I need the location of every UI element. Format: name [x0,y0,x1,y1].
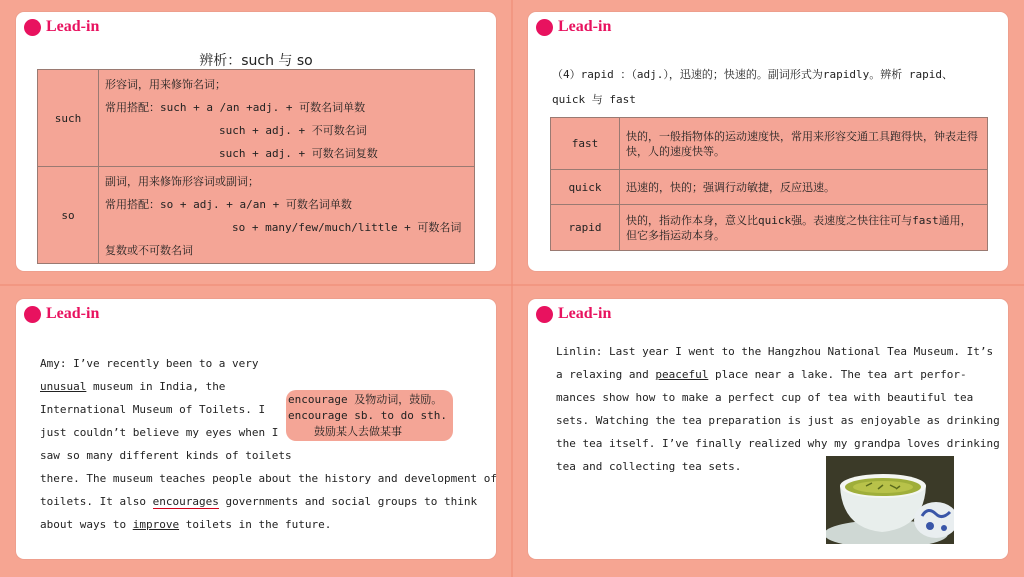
bullet-dot-icon [536,19,553,36]
tea-cup-icon [826,456,954,544]
slide-title: 辨析：such 与 so [199,53,313,69]
row-key: fast [551,118,620,170]
row-value: 快的，指动作本身，意义比quick强。表速度之快往往可与fast通用，但它多指运动本身。 [620,205,988,251]
table-row [38,167,475,264]
text-fragment: a relaxing and [556,368,656,381]
text-line: Amy: I’ve recently been to a very [40,357,259,370]
lead-in-header [24,18,99,36]
lead-in-label: Lead-in [46,305,100,322]
text-line [556,368,967,381]
text-line: quick 与 fast [552,93,636,106]
encourage-note-bubble [286,390,453,441]
text-fragment: toilets. It also [40,495,153,508]
text-line: just couldn’t believe my eyes when I [40,426,279,439]
text-fragment: place near a lake. The tea art perfor- [708,368,967,381]
lead-in-label: Lead-in [46,18,100,35]
text-line: encourage sb. to do sth. [288,409,447,422]
fast-quick-rapid-table [550,117,988,251]
text-line: such + adj. + 可数名词复数 [219,147,378,160]
row-value: 快的，一般指物体的运动速度快，常用来形容交通工具跑得快，钟表走得快，人的速度快等。 [620,118,988,170]
such-so-table [37,69,475,264]
text-fragment: museum in India, the [86,380,226,393]
bullet-dot-icon [24,19,41,36]
bullet-dot-icon [536,306,553,323]
row-value [99,70,475,167]
vocab-word: encourages [152,495,219,508]
text-line: sets. Watching the tea preparation is just as enjoyable as drinking [556,414,1000,427]
text-line [40,380,225,393]
row-key: rapid [551,205,620,251]
vertical-divider [511,0,513,577]
text-fragment: governments and social groups to think [218,495,478,508]
lead-in-header [536,305,611,323]
vocab-word: peaceful [655,368,709,381]
vocab-word: unusual [40,380,87,393]
text-line: encourage 及物动词，鼓励。 [288,393,443,406]
lead-in-header [24,305,99,323]
rapid-paragraph [552,62,992,112]
table-row [551,205,988,251]
row-key: so [38,167,99,264]
text-line: 复数或不可数名词 [105,244,193,257]
text-line: 副词，用来修饰形容词或副词； [105,175,259,188]
horizontal-divider [0,284,1024,286]
text-line [40,518,331,531]
slide-toilet-museum[interactable] [16,299,496,559]
table-row [38,70,475,167]
row-value [99,167,475,264]
lead-in-label: Lead-in [558,18,612,35]
text-line: saw so many different kinds of toilets [40,449,292,462]
tea-cup-photo [826,456,954,544]
row-key: quick [551,170,620,205]
slide-such-so[interactable] [16,12,496,271]
text-line: 常用搭配：such + a /an +adj. + 可数名词单数 [105,101,366,114]
text-line [40,495,477,508]
bullet-dot-icon [24,306,41,323]
slide-tea-museum[interactable] [528,299,1008,559]
table-row [551,118,988,170]
text-line: （4）rapid ：（adj.），迅速的；快速的。副词形式为rapidly。辨析 rapid、 [552,68,953,81]
text-line: the tea itself. I’ve finally realized why my grandpa loves drinking [556,437,1000,450]
table-row [551,170,988,205]
text-line: such + adj. + 不可数名词 [219,124,367,137]
row-value: 迅速的，快的；强调行动敏捷，反应迅速。 [620,170,988,205]
text-line: 鼓励某人去做某事 [314,425,402,438]
lead-in-header [536,18,611,36]
text-line: tea and collecting tea sets. [556,460,742,473]
row-key: such [38,70,99,167]
text-line: mances show how to make a perfect cup of tea with beautiful tea [556,391,974,404]
vocab-word: improve [132,518,180,531]
text-line: Linlin: Last year I went to the Hangzhou National Tea Museum. It’s [556,345,994,358]
text-line: so + many/few/much/little + 可数名词 [232,221,462,234]
text-line: International Museum of Toilets. I [40,403,266,416]
text-line: 形容词，用来修饰名词； [105,78,226,91]
lead-in-label: Lead-in [558,305,612,322]
text-line: there. The museum teaches people about the history and development of [40,472,497,485]
slide-rapid-quick-fast[interactable] [528,12,1008,271]
text-fragment: toilets in the future. [179,518,332,531]
text-fragment: about ways to [40,518,133,531]
text-line: 常用搭配：so + adj. + a/an + 可数名词单数 [105,198,352,211]
